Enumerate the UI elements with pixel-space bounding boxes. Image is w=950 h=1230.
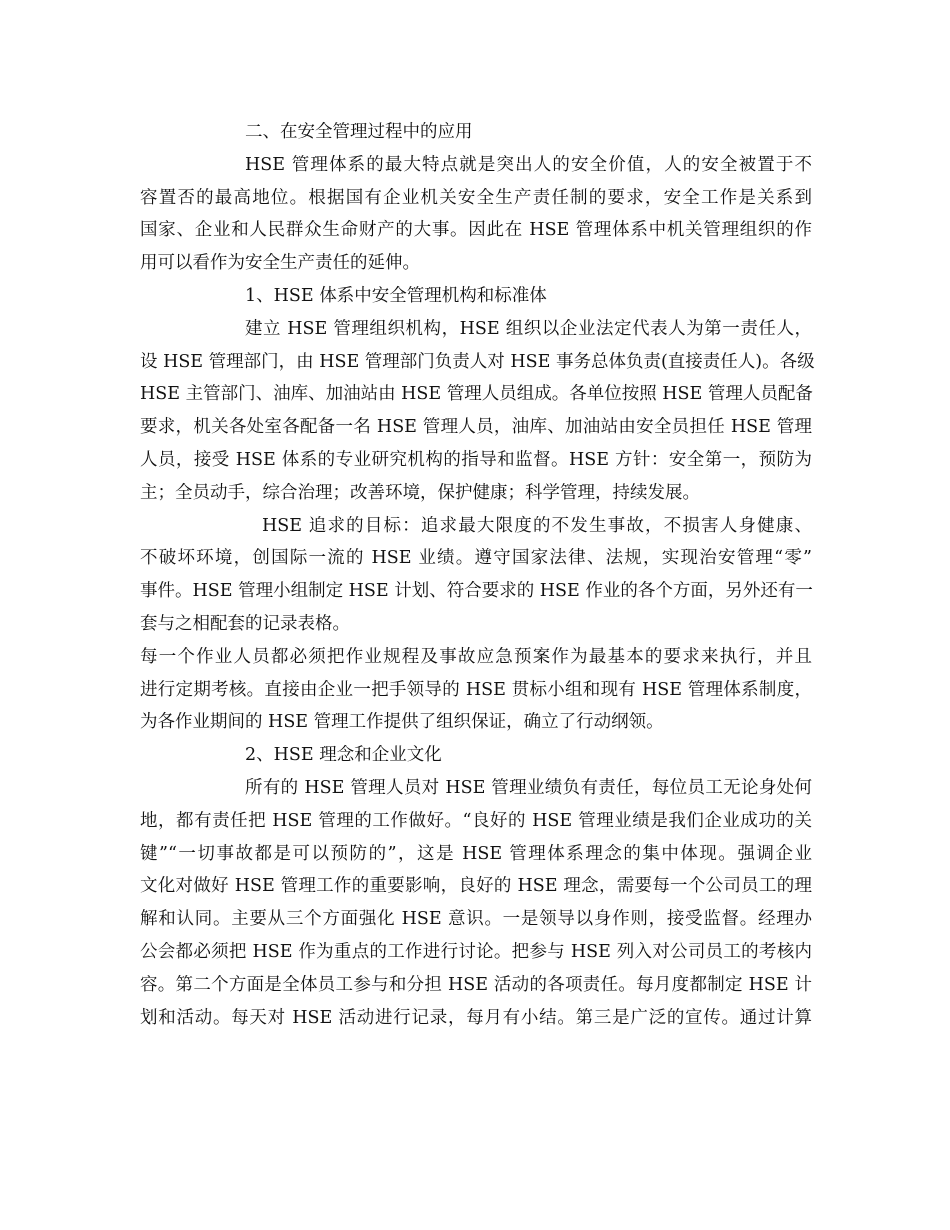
paragraph-line: HSE 主管部门、油库、加油站由 HSE 管理人员组成。各单位按照 HSE 管理人员配备 [140, 384, 813, 405]
paragraph-line: 进行定期考核。直接由企业一把手领导的 HSE 贯标小组和现有 HSE 管理体系制度， [140, 679, 812, 700]
section-heading: 二、在安全管理过程中的应用 [245, 122, 473, 142]
subsection-heading: 1、HSE 体系中安全管理机构和标准体 [245, 285, 547, 306]
paragraph-line: 主；全员动手，综合治理；改善环境，保护健康；科学管理，持续发展。 [140, 482, 700, 503]
paragraph-line: 建立 HSE 管理组织机构，HSE 组织以企业法定代表人为第一责任人， [245, 318, 812, 339]
paragraph-line: 地，都有责任把 HSE 管理的工作做好。“良好的 HSE 管理业绩是我们企业成功的关 [140, 810, 812, 831]
paragraph-line: 要求，机关各处室各配备一名 HSE 管理人员，油库、加油站由安全员担任 HSE 管理 [140, 417, 812, 438]
paragraph-line: 人员，接受 HSE 体系的专业研究机构的指导和监督。HSE 方针：安全第一，预防为 [140, 449, 812, 470]
paragraph-line: 容置否的最高地位。根据国有企业机关安全生产责任制的要求，安全工作是关系到 [140, 187, 812, 208]
subsection-heading: 2、HSE 理念和企业文化 [245, 745, 442, 766]
paragraph-line: 国家、企业和人民群众生命财产的大事。因此在 HSE 管理体系中机关管理组织的作 [140, 220, 812, 241]
paragraph-line: 划和活动。每天对 HSE 活动进行记录，每月有小结。第三是广泛的宣传。通过计算 [140, 1007, 812, 1028]
paragraph-line: 不破坏环境，创国际一流的 HSE 业绩。遵守国家法律、法规，实现治安管理“零” [140, 548, 812, 569]
document-body [140, 116, 815, 1034]
paragraph-line: 容。第二个方面是全体员工参与和分担 HSE 活动的各项责任。每月度都制定 HSE 计 [140, 974, 812, 995]
paragraph-line: 公会都必须把 HSE 作为重点的工作进行讨论。把参与 HSE 列入对公司员工的考核内 [140, 941, 812, 962]
paragraph-line: 设 HSE 管理部门，由 HSE 管理部门负责人对 HSE 事务总体负责(直接责任人)。各级 [140, 351, 815, 372]
paragraph-line: 键”“一切事故都是可以预防的”，这是 HSE 管理体系理念的集中体现。强调企业 [140, 843, 812, 864]
paragraph-line: 文化对做好 HSE 管理工作的重要影响，良好的 HSE 理念，需要每一个公司员工的理 [140, 876, 812, 897]
paragraph-line: 解和认同。主要从三个方面强化 HSE 意识。一是领导以身作则，接受监督。经理办 [140, 909, 812, 930]
paragraph-line: 为各作业期间的 HSE 管理工作提供了组织保证，确立了行动纲领。 [140, 712, 664, 733]
paragraph-line: 每一个作业人员都必须把作业规程及事故应急预案作为最基本的要求来执行，并且 [140, 646, 812, 667]
paragraph-line: 用可以看作为安全生产责任的延伸。 [140, 253, 420, 274]
paragraph-line: HSE 管理体系的最大特点就是突出人的安全价值，人的安全被置于不 [245, 154, 812, 175]
paragraph-line: 所有的 HSE 管理人员对 HSE 管理业绩负有责任，每位员工无论身处何 [245, 777, 812, 798]
paragraph-line: 事件。HSE 管理小组制定 HSE 计划、符合要求的 HSE 作业的各个方面，另外还有一 [140, 581, 813, 602]
paragraph-line: HSE 追求的目标：追求最大限度的不发生事故，不损害人身健康、 [262, 515, 812, 536]
paragraph-line: 套与之相配套的记录表格。 [140, 613, 350, 634]
